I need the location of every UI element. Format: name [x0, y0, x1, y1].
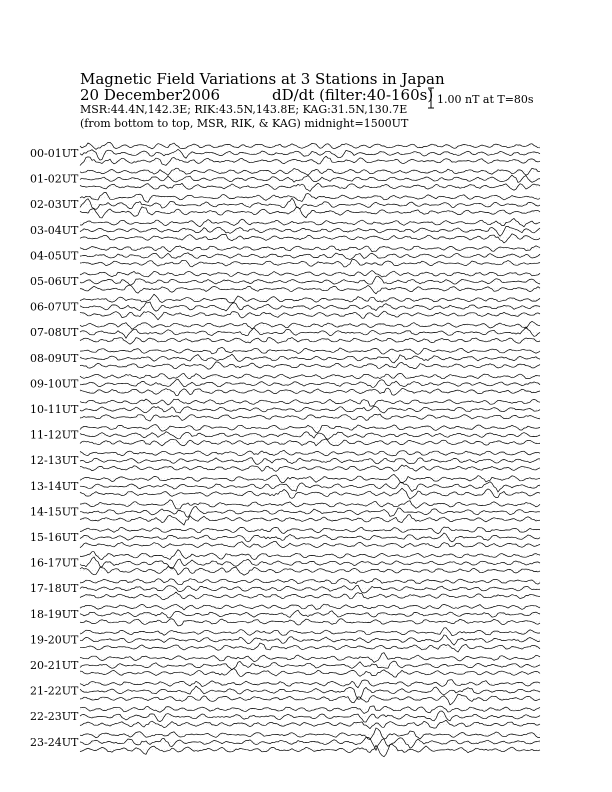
trace-msr [80, 541, 540, 547]
trace-msr [80, 694, 540, 705]
trace-msr [80, 439, 540, 446]
trace-kag [80, 399, 540, 406]
hour-label: 15-16UT [30, 531, 79, 544]
trace-rik [80, 458, 540, 465]
trace-msr [80, 362, 540, 369]
hour-label: 22-23UT [30, 710, 79, 724]
trace-rik [80, 482, 540, 492]
trace-msr [80, 567, 540, 576]
station-coordinates: MSR:44.4N,142.3E; RIK:43.5N,143.8E; KAG:31.5N,130.7E [80, 103, 408, 116]
trace-kag [80, 550, 540, 560]
chart-filter-note: dD/dt (filter:40-160s) [272, 86, 434, 104]
trace-msr [80, 515, 540, 525]
hour-label: 00-01UT [30, 147, 79, 160]
trace-kag [80, 347, 540, 354]
trace-msr [80, 414, 540, 421]
chart-date: 20 December2006 [80, 86, 221, 104]
trace-msr [80, 259, 540, 267]
station-order-note: (from bottom to top, MSR, RIK, & KAG) midnight=1500UT [80, 117, 409, 130]
hour-label: 04-05UT [30, 249, 79, 263]
trace-rik [80, 149, 540, 160]
hour-label: 20-21UT [30, 659, 79, 672]
hour-label: 09-10UT [30, 377, 79, 391]
hour-label: 10-11UT [30, 403, 79, 416]
hour-label: 17-18UT [30, 582, 79, 596]
hour-label: 05-06UT [30, 275, 79, 288]
hour-label: 03-04UT [30, 223, 79, 237]
hour-label: 13-14UT [30, 479, 79, 493]
trace-rik [80, 610, 540, 618]
chart-title: Magnetic Field Variations at 3 Stations in Japan [80, 70, 445, 88]
trace-kag [80, 628, 540, 636]
trace-rik [80, 432, 540, 440]
trace-rik [80, 175, 540, 182]
hour-label: 19-20UT [30, 633, 79, 647]
hour-label: 07-08UT [30, 326, 79, 340]
hour-label: 16-17UT [30, 556, 79, 570]
trace-rik [80, 302, 540, 311]
trace-kag [80, 271, 540, 278]
trace-msr [80, 183, 540, 191]
trace-kag [80, 425, 540, 433]
trace-rik [80, 686, 540, 699]
trace-kag [80, 500, 540, 509]
scale-bar [428, 88, 434, 108]
scale-bar-label: 1.00 nT at T=80s [437, 93, 534, 106]
trace-rik [80, 635, 540, 645]
trace-msr [80, 338, 540, 345]
hour-label: 23-24UT [30, 735, 79, 749]
hour-label: 14-15UT [30, 505, 79, 519]
trace-msr [80, 311, 540, 320]
trace-kag [80, 706, 540, 714]
trace-rik [80, 226, 540, 236]
trace-msr [80, 285, 540, 294]
trace-msr [80, 388, 540, 395]
trace-kag [80, 728, 540, 740]
hour-label: 21-22UT [30, 684, 79, 698]
hour-label: 02-03UT [30, 198, 79, 212]
hour-label: 01-02UT [30, 172, 79, 186]
hour-label: 11-12UT [30, 428, 79, 442]
trace-msr [80, 592, 540, 600]
trace-kag [80, 653, 540, 663]
hour-label: 18-19UT [30, 607, 79, 621]
trace-rik [80, 585, 540, 593]
trace-msr [80, 234, 540, 243]
trace-rik [80, 276, 540, 285]
trace-rik [80, 737, 540, 750]
trace-msr [80, 619, 540, 626]
trace-rik [80, 354, 540, 363]
hour-label: 06-07UT [30, 300, 79, 314]
trace-kag [80, 246, 540, 252]
trace-msr [80, 744, 540, 757]
trace-kag [80, 294, 540, 303]
trace-rik [80, 253, 540, 260]
trace-rik [80, 379, 540, 387]
trace-kag [80, 527, 540, 534]
hour-label: 12-13UT [30, 454, 79, 468]
hour-label: 08-09UT [30, 351, 79, 365]
